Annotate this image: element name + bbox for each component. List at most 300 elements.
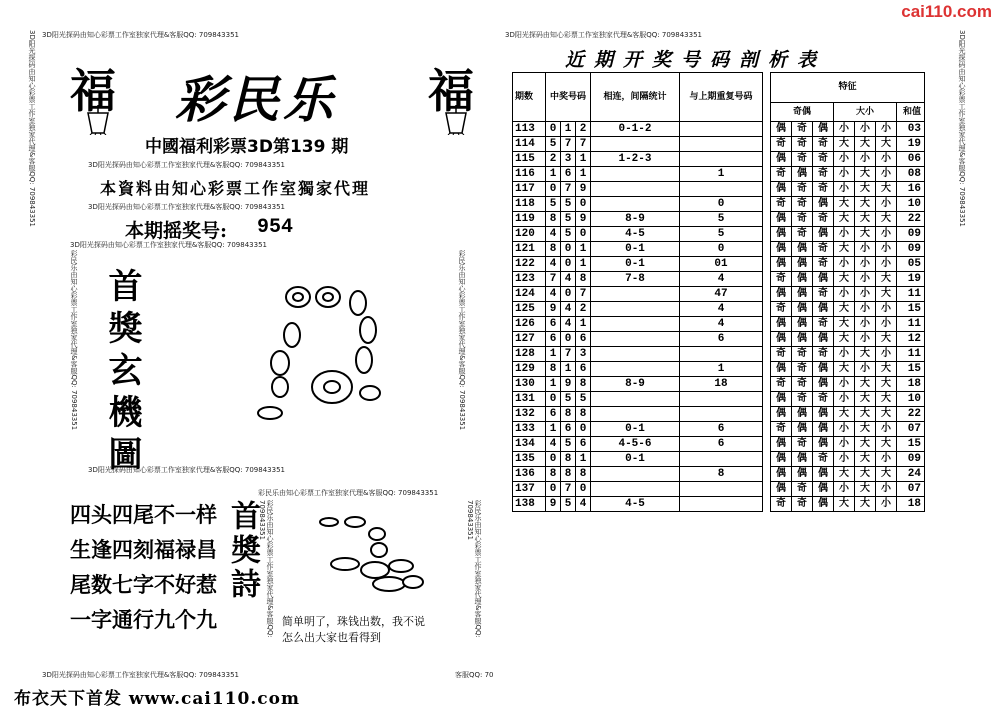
cell-oddeven: 奇 xyxy=(792,482,813,497)
cell-pattern: 8-9 xyxy=(591,377,680,392)
cell-digit: 0 xyxy=(561,287,576,302)
cell-digit: 6 xyxy=(576,362,591,377)
cell-pattern xyxy=(591,317,680,332)
cell-repeat: 47 xyxy=(680,287,763,302)
cell-bigsmall: 小 xyxy=(834,482,855,497)
cell-bigsmall: 大 xyxy=(834,332,855,347)
cell-pattern xyxy=(591,182,680,197)
table-row xyxy=(513,467,925,482)
cell-oddeven: 奇 xyxy=(792,122,813,137)
cell-pattern xyxy=(591,287,680,302)
cell-oddeven: 偶 xyxy=(771,212,792,227)
cell-bigsmall: 大 xyxy=(855,212,876,227)
cell-bigsmall: 大 xyxy=(876,362,897,377)
header-sum: 和值 xyxy=(897,102,925,121)
cell-oddeven: 偶 xyxy=(813,422,834,437)
cell-oddeven: 偶 xyxy=(771,467,792,482)
cell-pattern xyxy=(591,467,680,482)
cell-digit: 5 xyxy=(561,227,576,242)
cell-bigsmall: 大 xyxy=(876,182,897,197)
cell-oddeven: 偶 xyxy=(813,272,834,287)
cell-sum: 05 xyxy=(897,257,925,272)
cell-bigsmall: 大 xyxy=(855,452,876,467)
cell-oddeven: 偶 xyxy=(771,152,792,167)
cell-gap xyxy=(763,377,771,392)
note-line-2: 怎么出大家也看得到 xyxy=(282,631,381,644)
cell-bigsmall: 大 xyxy=(855,167,876,182)
cell-bigsmall: 小 xyxy=(876,317,897,332)
cell-digit: 0 xyxy=(576,482,591,497)
cell-oddeven: 偶 xyxy=(792,317,813,332)
cell-sum: 10 xyxy=(897,197,925,212)
cell-pattern: 8-9 xyxy=(591,212,680,227)
cell-oddeven: 奇 xyxy=(813,452,834,467)
puzzle-strip-bottom: 3D阳光探码由知心彩票工作室独家代理&客服QQ: 709843351 xyxy=(88,466,285,474)
cell-bigsmall: 小 xyxy=(834,167,855,182)
cell-digit: 2 xyxy=(576,302,591,317)
cell-oddeven: 偶 xyxy=(771,182,792,197)
cell-digit: 9 xyxy=(546,302,561,317)
cell-digit: 7 xyxy=(561,182,576,197)
cell-bigsmall: 小 xyxy=(834,152,855,167)
cell-bigsmall: 大 xyxy=(834,362,855,377)
cell-digit: 0 xyxy=(561,332,576,347)
cell-bigsmall: 小 xyxy=(876,347,897,362)
cell-oddeven: 偶 xyxy=(813,332,834,347)
cell-bigsmall: 大 xyxy=(855,467,876,482)
cell-bigsmall: 小 xyxy=(834,257,855,272)
cell-gap xyxy=(763,452,771,467)
cell-bigsmall: 小 xyxy=(834,347,855,362)
cell-oddeven: 偶 xyxy=(792,422,813,437)
cell-bigsmall: 小 xyxy=(855,287,876,302)
cell-bigsmall: 小 xyxy=(876,497,897,512)
cell-gap xyxy=(763,437,771,452)
cell-bigsmall: 小 xyxy=(834,422,855,437)
cell-digit: 6 xyxy=(546,407,561,422)
cell-bigsmall: 大 xyxy=(876,332,897,347)
cell-sum: 06 xyxy=(897,152,925,167)
table-row xyxy=(513,257,925,272)
cell-issue: 117 xyxy=(513,182,546,197)
cell-digit: 1 xyxy=(576,242,591,257)
table-title: 近期开奖号码剖析表 xyxy=(565,49,827,71)
cell-oddeven: 奇 xyxy=(813,317,834,332)
cell-repeat: 0 xyxy=(680,242,763,257)
cell-bigsmall: 小 xyxy=(876,257,897,272)
header-features: 特征 xyxy=(771,73,925,103)
tassel-right-icon xyxy=(436,105,476,135)
table-row xyxy=(513,437,925,452)
cell-oddeven: 奇 xyxy=(792,362,813,377)
cell-bigsmall: 大 xyxy=(876,437,897,452)
cell-bigsmall: 大 xyxy=(834,302,855,317)
cell-digit: 1 xyxy=(576,152,591,167)
cell-bigsmall: 小 xyxy=(834,182,855,197)
cell-bigsmall: 小 xyxy=(876,197,897,212)
cell-issue: 114 xyxy=(513,137,546,152)
cell-gap xyxy=(763,407,771,422)
cell-digit: 4 xyxy=(546,437,561,452)
cell-repeat xyxy=(680,137,763,152)
cell-oddeven: 奇 xyxy=(771,497,792,512)
cell-pattern: 0-1 xyxy=(591,257,680,272)
cell-digit: 0 xyxy=(561,242,576,257)
cell-oddeven: 奇 xyxy=(813,392,834,407)
cell-bigsmall: 大 xyxy=(876,287,897,302)
cell-sum: 22 xyxy=(897,407,925,422)
cell-bigsmall: 小 xyxy=(855,242,876,257)
cell-sum: 19 xyxy=(897,272,925,287)
cell-digit: 5 xyxy=(561,497,576,512)
cell-repeat: 5 xyxy=(680,227,763,242)
cell-oddeven: 偶 xyxy=(813,302,834,317)
draw-number: 954 xyxy=(257,216,294,239)
left-border-strip: 3D阳光探码由知心彩票工作室独家代理&客服QQ: 709843351 xyxy=(28,30,36,227)
cell-digit: 0 xyxy=(576,197,591,212)
cell-digit: 6 xyxy=(546,317,561,332)
cell-repeat xyxy=(680,122,763,137)
cell-digit: 0 xyxy=(546,122,561,137)
cell-oddeven: 偶 xyxy=(813,407,834,422)
cell-repeat xyxy=(680,407,763,422)
cell-digit: 5 xyxy=(561,212,576,227)
cell-digit: 4 xyxy=(576,497,591,512)
cell-oddeven: 奇 xyxy=(792,152,813,167)
cell-issue: 132 xyxy=(513,407,546,422)
site-logo[interactable]: cai110.com xyxy=(901,2,992,21)
cell-bigsmall: 小 xyxy=(855,317,876,332)
cell-digit: 8 xyxy=(546,242,561,257)
cell-pattern xyxy=(591,362,680,377)
cell-oddeven: 奇 xyxy=(813,347,834,362)
issue-line: 中國福利彩票3D第139 期 xyxy=(145,137,349,157)
cell-oddeven: 偶 xyxy=(792,407,813,422)
cell-bigsmall: 大 xyxy=(876,467,897,482)
cell-bigsmall: 大 xyxy=(834,212,855,227)
cell-oddeven: 偶 xyxy=(792,452,813,467)
cell-bigsmall: 小 xyxy=(876,242,897,257)
table-row xyxy=(513,272,925,287)
cell-digit: 9 xyxy=(561,377,576,392)
cell-oddeven: 偶 xyxy=(792,257,813,272)
poem-line-3: 尾数七字不好惹 xyxy=(70,573,217,597)
header-gap xyxy=(763,73,771,122)
cell-digit: 7 xyxy=(576,137,591,152)
cell-digit: 6 xyxy=(561,167,576,182)
cell-oddeven: 偶 xyxy=(771,482,792,497)
cell-oddeven: 奇 xyxy=(771,197,792,212)
cell-sum: 07 xyxy=(897,482,925,497)
cell-pattern: 0-1 xyxy=(591,242,680,257)
cell-repeat: 4 xyxy=(680,302,763,317)
cell-gap xyxy=(763,182,771,197)
cell-repeat: 1 xyxy=(680,362,763,377)
table-row xyxy=(513,122,925,137)
cell-oddeven: 偶 xyxy=(813,377,834,392)
cell-digit: 1 xyxy=(546,377,561,392)
cell-oddeven: 奇 xyxy=(813,212,834,227)
poem-block xyxy=(70,498,217,638)
cell-gap xyxy=(763,362,771,377)
table-row xyxy=(513,347,925,362)
cell-bigsmall: 大 xyxy=(855,137,876,152)
table-row xyxy=(513,422,925,437)
cell-bigsmall: 小 xyxy=(834,437,855,452)
puzzle-strip-top: 3D阳光探码由知心彩票工作室独家代理&客服QQ: 709843351 xyxy=(70,241,267,249)
cell-digit: 0 xyxy=(576,227,591,242)
table-row xyxy=(513,392,925,407)
cell-bigsmall: 大 xyxy=(876,377,897,392)
cell-oddeven: 偶 xyxy=(771,257,792,272)
cell-digit: 5 xyxy=(561,437,576,452)
cell-digit: 4 xyxy=(561,272,576,287)
cell-bigsmall: 大 xyxy=(834,497,855,512)
puzzle-strip-right: 彩民乐由知心彩票工作室独家代理&客服QQ: 709843351 xyxy=(458,250,466,431)
cell-oddeven: 奇 xyxy=(813,182,834,197)
puzzle-strip-left: 彩民乐由知心彩票工作室独家代理&客服QQ: 709843351 xyxy=(70,250,78,431)
cell-pattern: 0-1 xyxy=(591,422,680,437)
cell-pattern: 4-5 xyxy=(591,227,680,242)
cell-bigsmall: 大 xyxy=(855,227,876,242)
cell-bigsmall: 大 xyxy=(855,182,876,197)
table-row xyxy=(513,362,925,377)
cell-gap xyxy=(763,242,771,257)
cell-oddeven: 偶 xyxy=(792,332,813,347)
cell-digit: 1 xyxy=(561,362,576,377)
cell-repeat: 8 xyxy=(680,467,763,482)
cell-digit: 0 xyxy=(576,422,591,437)
cell-digit: 6 xyxy=(576,332,591,347)
cell-digit: 8 xyxy=(561,467,576,482)
cell-bigsmall: 大 xyxy=(834,197,855,212)
poem-line-1: 四头四尾不一样 xyxy=(70,503,217,527)
cell-oddeven: 偶 xyxy=(771,287,792,302)
cell-oddeven: 奇 xyxy=(813,287,834,302)
cell-sum: 11 xyxy=(897,347,925,362)
table-row xyxy=(513,137,925,152)
table-row xyxy=(513,212,925,227)
cell-oddeven: 偶 xyxy=(813,467,834,482)
cell-repeat xyxy=(680,482,763,497)
cell-repeat: 4 xyxy=(680,317,763,332)
cell-issue: 138 xyxy=(513,497,546,512)
cell-digit: 6 xyxy=(546,332,561,347)
cell-pattern: 4-5 xyxy=(591,497,680,512)
table-row xyxy=(513,152,925,167)
cell-oddeven: 偶 xyxy=(813,227,834,242)
table-row xyxy=(513,302,925,317)
cell-pattern: 1-2-3 xyxy=(591,152,680,167)
footer-credit[interactable]: 布衣天下首发 www.cai110.com xyxy=(14,689,300,709)
cell-digit: 8 xyxy=(576,467,591,482)
cell-bigsmall: 大 xyxy=(855,377,876,392)
cell-pattern xyxy=(591,332,680,347)
cell-issue: 120 xyxy=(513,227,546,242)
cell-digit: 1 xyxy=(561,122,576,137)
cell-oddeven: 奇 xyxy=(771,272,792,287)
history-table-container xyxy=(512,72,925,512)
cell-issue: 133 xyxy=(513,422,546,437)
cell-oddeven: 奇 xyxy=(792,227,813,242)
cell-oddeven: 奇 xyxy=(813,257,834,272)
cell-digit: 8 xyxy=(576,272,591,287)
cell-oddeven: 奇 xyxy=(792,392,813,407)
cell-digit: 8 xyxy=(546,362,561,377)
cell-sum: 03 xyxy=(897,122,925,137)
cell-bigsmall: 小 xyxy=(834,227,855,242)
cell-digit: 4 xyxy=(546,227,561,242)
cell-pattern xyxy=(591,137,680,152)
cell-issue: 116 xyxy=(513,167,546,182)
cell-bigsmall: 小 xyxy=(855,272,876,287)
table-row xyxy=(513,197,925,212)
cell-sum: 07 xyxy=(897,422,925,437)
cell-oddeven: 奇 xyxy=(792,212,813,227)
cell-repeat: 6 xyxy=(680,332,763,347)
cell-pattern: 0-1-2 xyxy=(591,122,680,137)
cell-oddeven: 奇 xyxy=(771,377,792,392)
cell-digit: 8 xyxy=(561,452,576,467)
cell-pattern xyxy=(591,407,680,422)
cell-gap xyxy=(763,347,771,362)
cell-digit: 4 xyxy=(561,302,576,317)
cell-gap xyxy=(763,317,771,332)
brand-title: 彩民乐 xyxy=(175,70,337,129)
cell-bigsmall: 小 xyxy=(834,392,855,407)
cell-digit: 3 xyxy=(561,152,576,167)
cell-issue: 121 xyxy=(513,242,546,257)
agent-line: 本資料由知心彩票工作室獨家代理 xyxy=(100,179,371,198)
header-oddeven: 奇偶 xyxy=(771,102,834,121)
cell-bigsmall: 大 xyxy=(855,392,876,407)
cell-digit: 1 xyxy=(576,257,591,272)
poem-line-4: 一字通行九个九 xyxy=(70,608,217,632)
top-border-strip: 3D阳光探码由知心彩票工作室独家代理&客服QQ: 709843351 xyxy=(42,31,239,39)
cell-bigsmall: 小 xyxy=(834,452,855,467)
cell-digit: 5 xyxy=(561,392,576,407)
cell-gap xyxy=(763,272,771,287)
cell-repeat xyxy=(680,497,763,512)
poem-strip-right: 彩民乐由知心彩票工作室独家代理&客服QQ: 709843351 xyxy=(466,500,482,638)
cell-gap xyxy=(763,227,771,242)
table-row xyxy=(513,287,925,302)
cell-repeat: 6 xyxy=(680,437,763,452)
cell-issue: 115 xyxy=(513,152,546,167)
cell-issue: 119 xyxy=(513,212,546,227)
cell-oddeven: 偶 xyxy=(813,482,834,497)
cell-bigsmall: 小 xyxy=(876,422,897,437)
cell-bigsmall: 大 xyxy=(834,242,855,257)
table-row xyxy=(513,377,925,392)
cell-digit: 3 xyxy=(576,347,591,362)
poem-side-title: 首奬詩 xyxy=(225,500,260,602)
cell-gap xyxy=(763,392,771,407)
cell-digit: 1 xyxy=(546,167,561,182)
cell-oddeven: 奇 xyxy=(813,137,834,152)
cell-sum: 24 xyxy=(897,467,925,482)
cell-digit: 0 xyxy=(546,452,561,467)
cell-oddeven: 偶 xyxy=(771,407,792,422)
cell-repeat: 1 xyxy=(680,167,763,182)
cell-bigsmall: 小 xyxy=(876,452,897,467)
cell-bigsmall: 小 xyxy=(855,332,876,347)
cell-repeat xyxy=(680,392,763,407)
cell-digit: 1 xyxy=(546,422,561,437)
cell-oddeven: 奇 xyxy=(792,437,813,452)
cell-oddeven: 奇 xyxy=(771,422,792,437)
top-border-strip-right: 3D阳光探码由知心彩票工作室独家代理&客服QQ: 709843351 xyxy=(505,31,702,39)
header-issue: 期数 xyxy=(513,73,546,122)
cell-issue: 128 xyxy=(513,347,546,362)
cell-issue: 122 xyxy=(513,257,546,272)
cell-digit: 7 xyxy=(561,482,576,497)
fu-character-right: 福 xyxy=(428,64,474,118)
cell-sum: 12 xyxy=(897,332,925,347)
cell-digit: 8 xyxy=(546,212,561,227)
tassel-left-icon xyxy=(78,105,118,135)
cell-bigsmall: 小 xyxy=(876,227,897,242)
cell-gap xyxy=(763,152,771,167)
cell-bigsmall: 大 xyxy=(834,317,855,332)
cell-oddeven: 奇 xyxy=(792,377,813,392)
cell-digit: 8 xyxy=(561,407,576,422)
cell-oddeven: 偶 xyxy=(813,437,834,452)
cell-bigsmall: 小 xyxy=(855,152,876,167)
cell-bigsmall: 小 xyxy=(855,122,876,137)
cell-bigsmall: 大 xyxy=(876,407,897,422)
cell-digit: 5 xyxy=(561,197,576,212)
table-row xyxy=(513,317,925,332)
table-row xyxy=(513,482,925,497)
cell-digit: 7 xyxy=(546,272,561,287)
cell-sum: 19 xyxy=(897,137,925,152)
table-row xyxy=(513,497,925,512)
cell-repeat: 5 xyxy=(680,212,763,227)
cell-oddeven: 偶 xyxy=(771,317,792,332)
cell-pattern: 7-8 xyxy=(591,272,680,287)
cell-oddeven: 偶 xyxy=(792,167,813,182)
cell-oddeven: 偶 xyxy=(792,272,813,287)
cell-repeat xyxy=(680,347,763,362)
cell-sum: 10 xyxy=(897,392,925,407)
cell-digit: 1 xyxy=(576,452,591,467)
cell-oddeven: 偶 xyxy=(771,452,792,467)
draw-label: 本期摇奖号: xyxy=(125,220,228,242)
cell-bigsmall: 大 xyxy=(876,137,897,152)
cell-issue: 135 xyxy=(513,452,546,467)
cell-oddeven: 奇 xyxy=(813,152,834,167)
cell-digit: 9 xyxy=(576,182,591,197)
cell-bigsmall: 大 xyxy=(855,482,876,497)
cell-repeat: 6 xyxy=(680,422,763,437)
cell-gap xyxy=(763,332,771,347)
header-pattern: 相连，间隔统计 xyxy=(591,73,680,122)
cell-gap xyxy=(763,212,771,227)
cell-oddeven: 奇 xyxy=(771,347,792,362)
cell-oddeven: 奇 xyxy=(771,167,792,182)
cell-gap xyxy=(763,302,771,317)
cell-repeat: 18 xyxy=(680,377,763,392)
cell-digit: 8 xyxy=(576,407,591,422)
cell-gap xyxy=(763,167,771,182)
coin-stack-drawing xyxy=(315,512,435,602)
cell-oddeven: 偶 xyxy=(792,467,813,482)
cell-digit: 7 xyxy=(576,287,591,302)
cell-oddeven: 奇 xyxy=(792,137,813,152)
cell-oddeven: 偶 xyxy=(771,437,792,452)
cell-issue: 113 xyxy=(513,122,546,137)
